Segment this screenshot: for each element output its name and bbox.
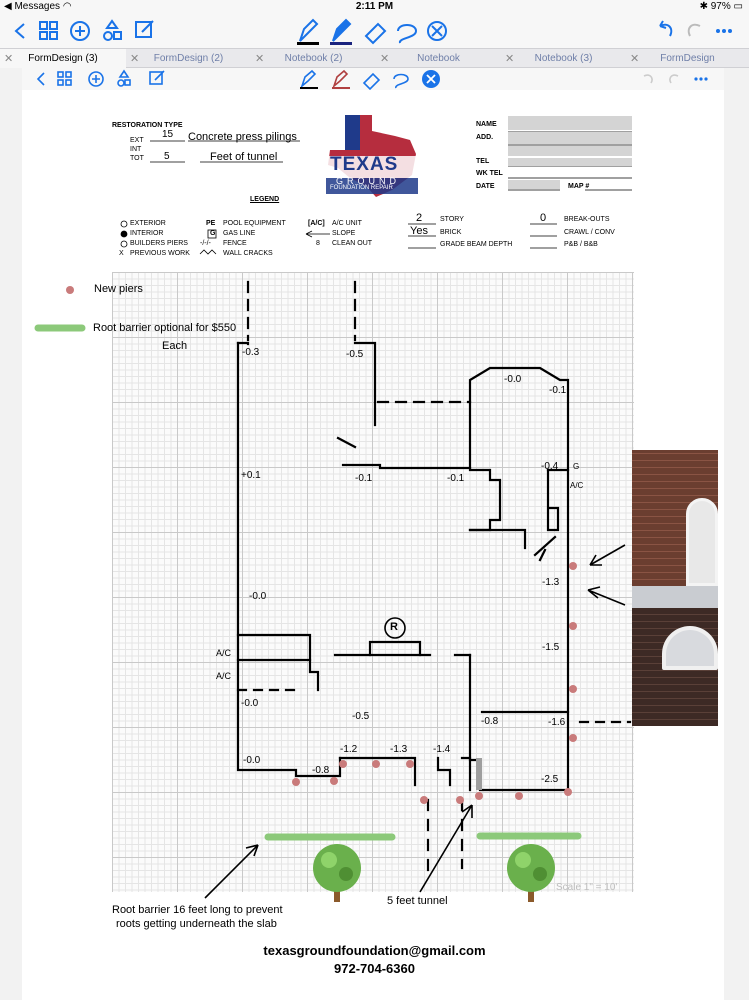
battery-level: 97% bbox=[710, 1, 731, 12]
tel-label: TEL bbox=[476, 158, 490, 165]
legend-fence: FENCE bbox=[223, 240, 247, 247]
r-symbol-letter: R bbox=[390, 621, 398, 633]
map-label: MAP # bbox=[568, 183, 590, 190]
root-barrier-optional-label: Root barrier optional for $550 bbox=[93, 322, 237, 334]
story-value: 2 bbox=[416, 212, 423, 224]
tree-icon-right bbox=[507, 844, 555, 902]
legend-previous-work: PREVIOUS WORK bbox=[130, 250, 190, 257]
close-tab-icon[interactable]: ✕ bbox=[255, 53, 265, 65]
back-app-label: Messages bbox=[14, 1, 61, 12]
reading: -1.6 bbox=[548, 717, 566, 728]
legend-clean: CLEAN OUT bbox=[332, 240, 373, 247]
tunnel-label: 5 feet tunnel bbox=[387, 895, 448, 907]
ext-description: Concrete press pilings bbox=[188, 131, 297, 143]
close-tab-icon[interactable]: ✕ bbox=[630, 53, 640, 65]
reading: -1.3 bbox=[542, 577, 560, 588]
pb-label: P&B / B&B bbox=[564, 241, 598, 248]
reading: -0.1 bbox=[549, 385, 567, 396]
scale-label: Scale 1" = 10' bbox=[556, 882, 618, 893]
brick-value: Yes bbox=[410, 225, 428, 237]
reading: +0.1 bbox=[241, 470, 261, 481]
legend-slope: SLOPE bbox=[332, 230, 356, 237]
reading: -0.0 bbox=[249, 591, 267, 602]
clock: 2:11 PM bbox=[355, 1, 394, 12]
int-label: INT bbox=[130, 146, 142, 153]
legend-g: G bbox=[210, 230, 216, 237]
legend-pool: POOL EQUIPMENT bbox=[223, 220, 286, 227]
reading: -0.1 bbox=[355, 473, 373, 484]
tree-icon-left bbox=[313, 844, 361, 902]
contact-email: texasgroundfoundation@gmail.com bbox=[263, 943, 486, 958]
root-barrier-16-label-2: roots getting underneath the slab bbox=[116, 918, 277, 930]
legend-ac: A/C UNIT bbox=[332, 220, 362, 227]
gas-line-marker: G bbox=[573, 462, 580, 471]
date-label: DATE bbox=[476, 183, 495, 190]
wktel-label: WK TEL bbox=[476, 170, 503, 177]
ext-value: 15 bbox=[162, 129, 174, 140]
tab-label: FormDesign (3) bbox=[28, 53, 98, 64]
root-barrier-optional-each: Each bbox=[162, 340, 188, 352]
reading: -0.4 bbox=[541, 461, 559, 472]
logo-texas: TEXAS bbox=[330, 154, 399, 175]
reading: -1.3 bbox=[390, 744, 408, 755]
close-tab-icon[interactable]: ✕ bbox=[505, 53, 515, 65]
legend-exterior: EXTERIOR bbox=[130, 220, 166, 227]
ac-marker: A/C bbox=[216, 648, 232, 658]
legend-fence-symbol: -/-/- bbox=[200, 240, 211, 247]
reading: -0.0 bbox=[504, 374, 522, 385]
reading: -0.8 bbox=[312, 765, 330, 776]
story-label: STORY bbox=[440, 216, 464, 223]
tab-label: FormDesign (2) bbox=[153, 53, 224, 64]
root-barrier-16-label: Root barrier 16 feet long to prevent bbox=[112, 904, 283, 916]
tot-label: TOT bbox=[130, 155, 144, 162]
name-label: NAME bbox=[476, 121, 497, 128]
reading: -0.3 bbox=[242, 347, 260, 358]
brick-label: BRICK bbox=[440, 229, 462, 236]
tab-label: FormDesign bbox=[660, 53, 715, 64]
tab-label: Notebook (2) bbox=[284, 53, 343, 64]
tot-value: 5 bbox=[164, 151, 170, 162]
tot-description: Feet of tunnel bbox=[210, 151, 278, 163]
reading: -0.5 bbox=[352, 711, 370, 722]
reading: -1.2 bbox=[340, 744, 358, 755]
crawl-label: CRAWL / CONV bbox=[564, 229, 615, 236]
close-tab-icon[interactable]: ✕ bbox=[380, 53, 390, 65]
legend-cracks: WALL CRACKS bbox=[223, 250, 273, 257]
battery: ✱ 97% ▭ bbox=[699, 1, 743, 12]
reading: -0.8 bbox=[481, 716, 499, 727]
ac-marker: A/C bbox=[570, 481, 584, 490]
back-to-app[interactable]: ◀ Messages ◠ bbox=[4, 1, 72, 12]
restoration-type-title: RESTORATION TYPE bbox=[112, 122, 183, 129]
close-tab-icon[interactable]: ✕ bbox=[4, 53, 14, 65]
reading: -2.5 bbox=[541, 774, 559, 785]
reading: -0.1 bbox=[447, 473, 465, 484]
wifi-icon: ◠ bbox=[62, 1, 72, 12]
ext-label: EXT bbox=[130, 137, 144, 144]
legend-gas: GAS LINE bbox=[223, 230, 256, 237]
tab-label: Notebook bbox=[417, 53, 460, 64]
reading: -1.4 bbox=[433, 744, 451, 755]
legend-ac-symbol: [A/C] bbox=[308, 220, 325, 227]
breakouts-label: BREAK-OUTS bbox=[564, 216, 610, 223]
logo-ground: GROUND bbox=[336, 176, 400, 186]
address-label: ADD. bbox=[476, 134, 494, 141]
reading: -1.5 bbox=[542, 642, 560, 653]
reading: -0.5 bbox=[346, 349, 364, 360]
close-tab-icon[interactable]: ✕ bbox=[130, 53, 140, 65]
reading: -0.0 bbox=[243, 755, 261, 766]
legend-clean-num: 8 bbox=[316, 240, 320, 247]
ac-marker: A/C bbox=[216, 671, 232, 681]
legend-title: LEGEND bbox=[250, 196, 280, 203]
grade-label: GRADE BEAM DEPTH bbox=[440, 241, 513, 248]
legend-builders-piers: BUILDERS PIERS bbox=[130, 240, 188, 247]
new-piers bbox=[66, 286, 580, 804]
logo-foundation: FOUNDATION REPAIR bbox=[330, 185, 393, 191]
reading: -0.0 bbox=[241, 698, 259, 709]
contact-phone: 972-704-6360 bbox=[334, 961, 415, 976]
tab-label: Notebook (3) bbox=[534, 53, 593, 64]
breakouts-value: 0 bbox=[540, 212, 547, 224]
legend-pe: PE bbox=[206, 220, 216, 227]
legend-interior: INTERIOR bbox=[130, 230, 164, 237]
new-piers-label: New piers bbox=[94, 283, 143, 295]
